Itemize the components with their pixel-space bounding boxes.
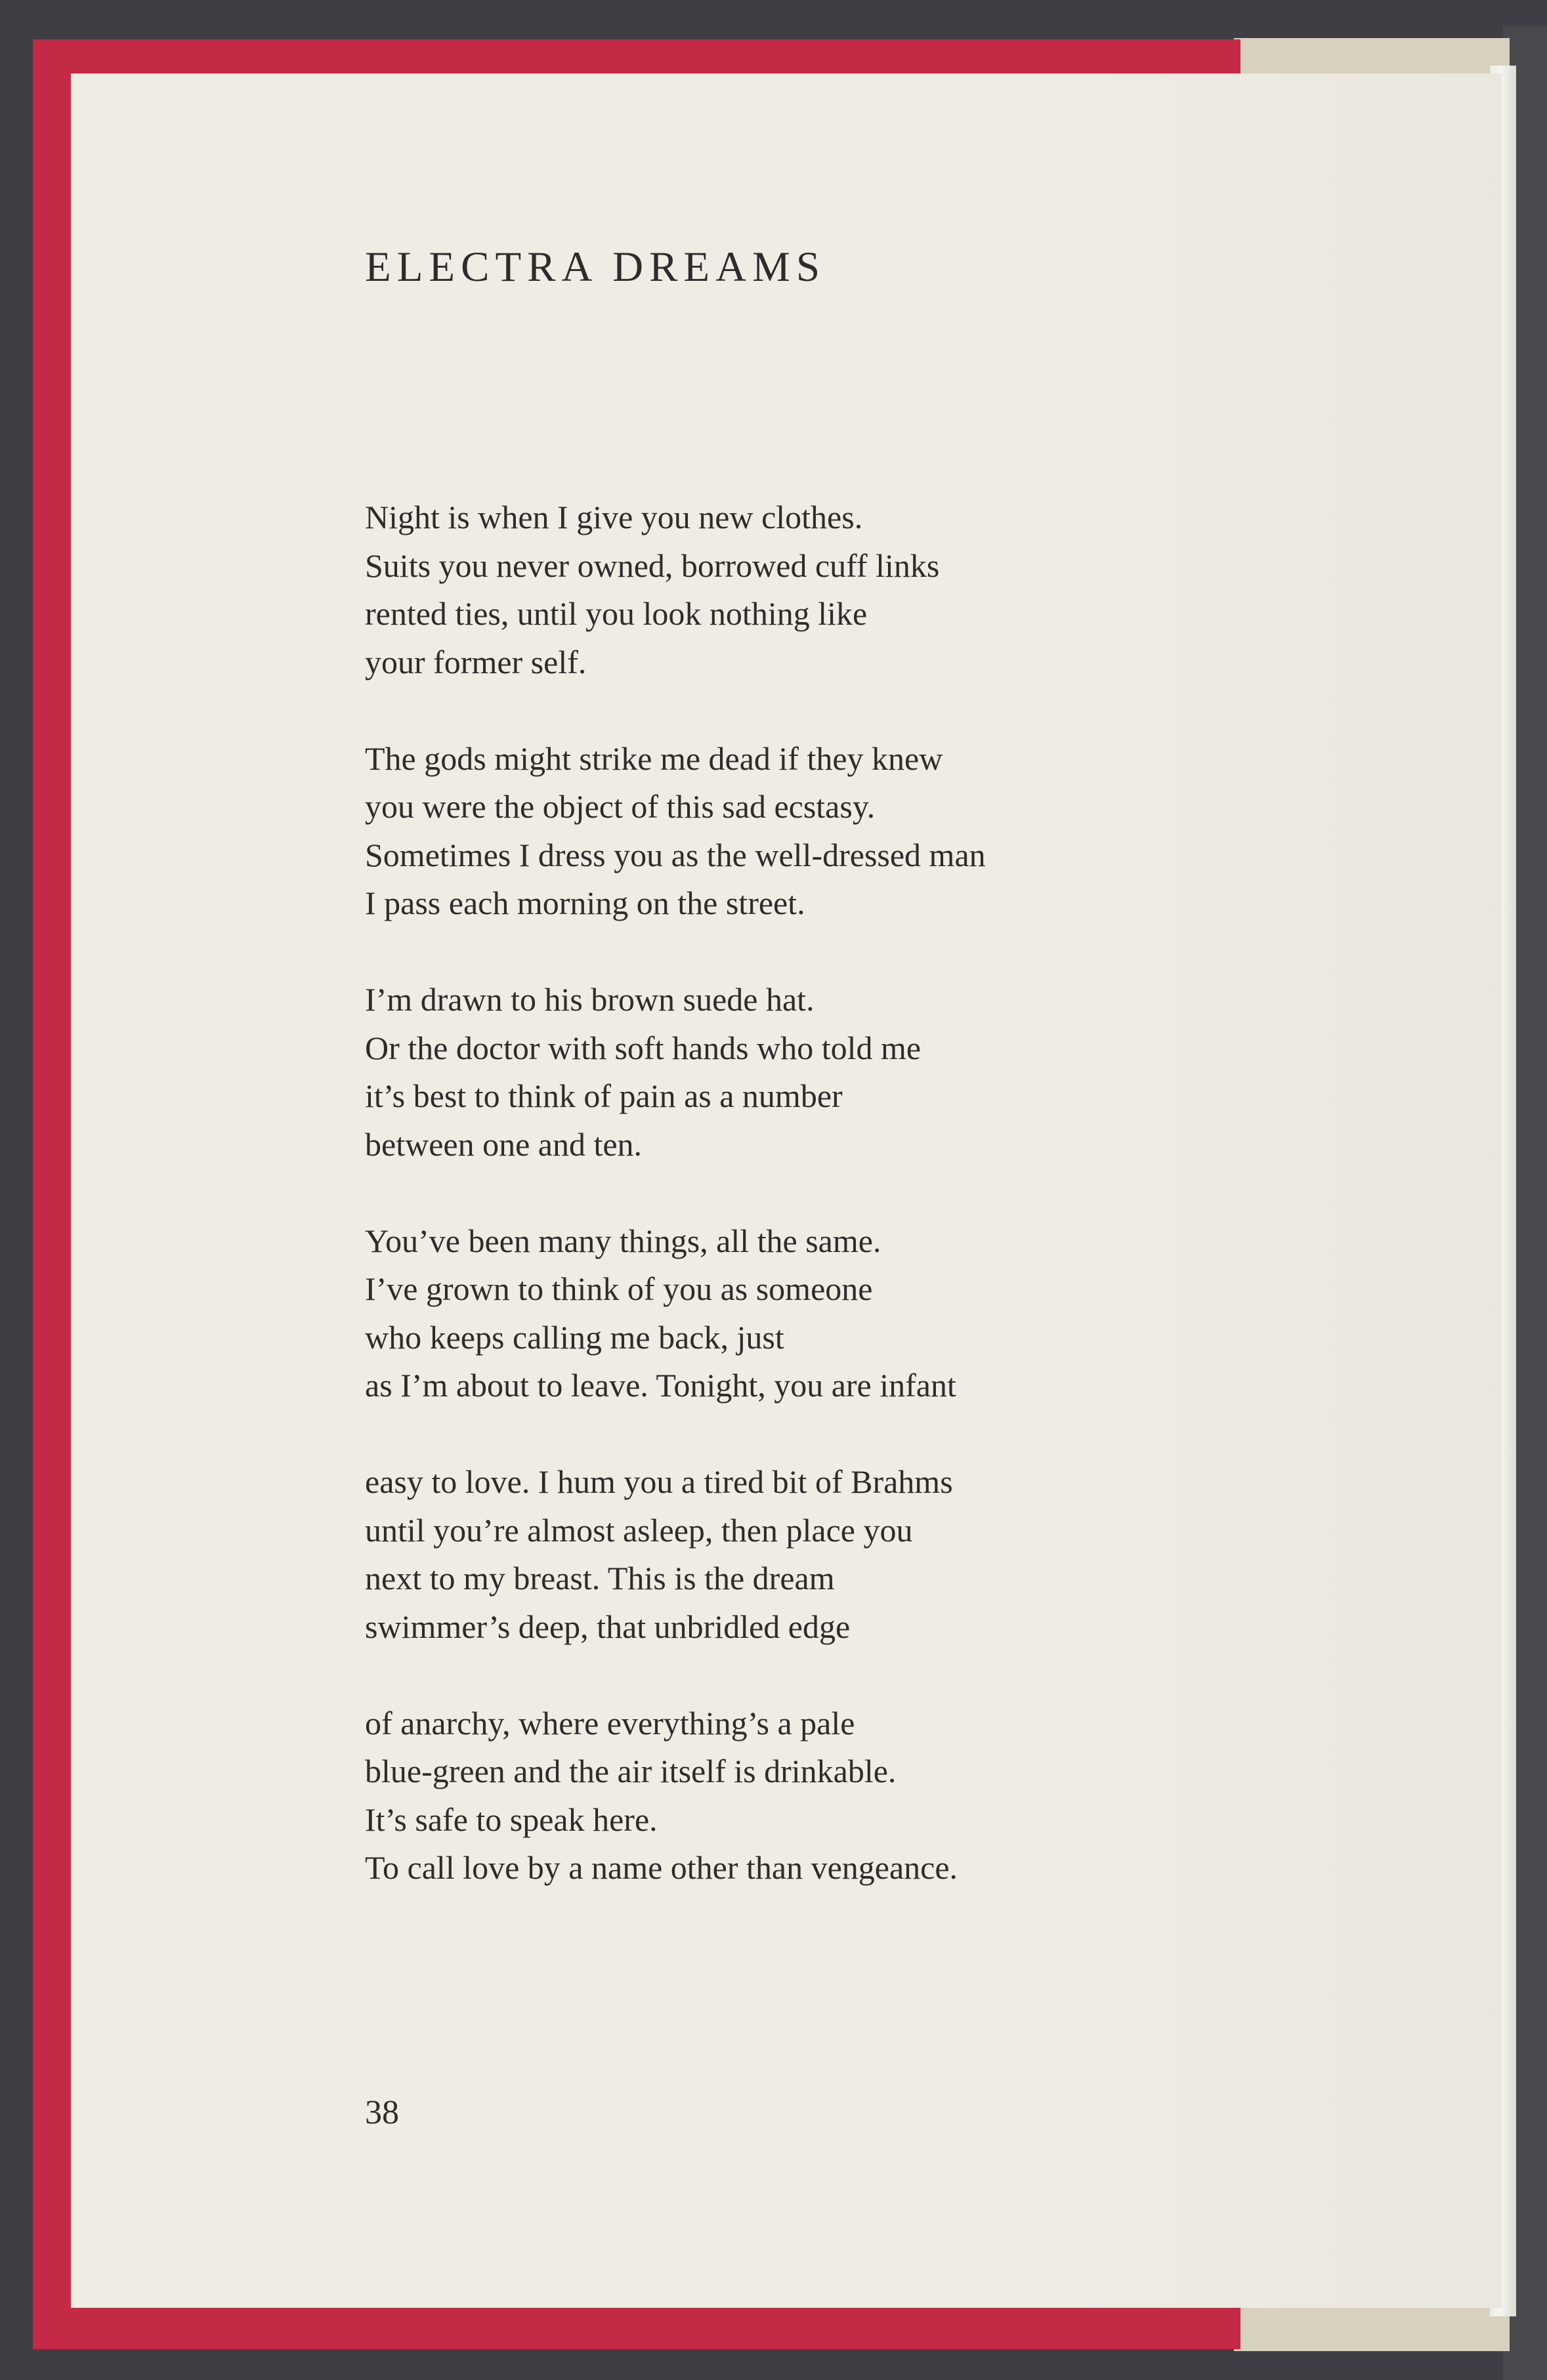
poem-title: ELECTRA DREAMS <box>365 243 826 291</box>
stanza-5 <box>365 1458 986 1651</box>
stanza-1 <box>365 493 986 686</box>
poem-line: You’ve been many things, all the same. <box>365 1222 881 1259</box>
poem-line: next to my breast. This is the dream <box>365 1560 835 1597</box>
poem-line: I’m drawn to his brown suede hat. <box>365 981 815 1018</box>
poem-line: blue-green and the air itself is drinkable. <box>365 1753 897 1789</box>
poem-line: Sometimes I dress you as the well-dressed man <box>365 836 986 873</box>
poem-line: swimmer’s deep, that unbridled edge <box>365 1608 851 1645</box>
stanza-6 <box>365 1700 986 1892</box>
poem-line: The gods might strike me dead if they knew <box>365 740 943 777</box>
book-page <box>71 73 1502 2308</box>
poem-line: Night is when I give you new clothes. <box>365 499 863 535</box>
poem-body <box>365 493 986 1940</box>
poem-line: To call love by a name other than vengeance. <box>365 1849 958 1886</box>
poem-line: your former self. <box>365 643 587 680</box>
poem-line: I pass each morning on the street. <box>365 885 805 921</box>
poem-line: of anarchy, where everything’s a pale <box>365 1704 855 1742</box>
stanza-3 <box>365 976 986 1169</box>
poem-line: Or the doctor with soft hands who told me <box>365 1029 922 1066</box>
stanza-2 <box>365 735 986 928</box>
poem-line: I’ve grown to think of you as someone <box>365 1270 873 1307</box>
poem-line: between one and ten. <box>365 1125 643 1163</box>
poem-line: you were the object of this sad ecstasy. <box>365 788 876 825</box>
show-through-shading <box>1055 73 1502 2308</box>
poem-line: rented ties, until you look nothing like <box>365 595 868 632</box>
poem-line: Suits you never owned, borrowed cuff links <box>365 547 940 584</box>
page-number: 38 <box>365 2094 399 2131</box>
poem-line: who keeps calling me back, just <box>365 1318 784 1356</box>
poem-line: easy to love. I hum you a tired bit of Brahms <box>365 1463 953 1500</box>
stanza-4 <box>365 1217 986 1410</box>
poem-line: It’s safe to speak here. <box>365 1801 658 1838</box>
poem-line: it’s best to think of pain as a number <box>365 1077 843 1114</box>
poem-line: until you’re almost asleep, then place you <box>365 1511 913 1549</box>
poem-line: as I’m about to leave. Tonight, you are infant <box>365 1367 956 1404</box>
